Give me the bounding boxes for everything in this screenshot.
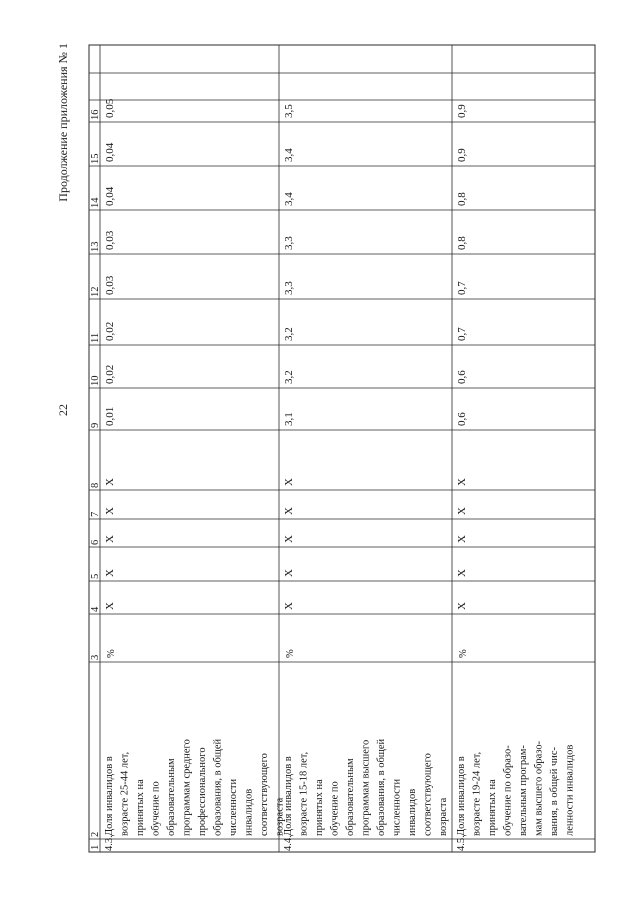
- value-cell: X: [283, 478, 295, 486]
- column-header: 10: [90, 375, 101, 386]
- column-header: 1: [90, 844, 101, 850]
- value-cell: X: [456, 507, 468, 515]
- value-cell: 3,2: [283, 370, 295, 384]
- value-cell: 0,03: [104, 275, 116, 295]
- value-cell: X: [104, 478, 116, 486]
- continuation-caption: Продолжение приложения № 1: [56, 43, 70, 202]
- column-header: 3: [90, 654, 101, 660]
- column-header: 9: [90, 422, 101, 428]
- indicator-label: Доля инвалидов в возрасте 19-24 лет, принятых на обучение по образо- вательным програм- мам высшего образо- вания, в общей чис- ленности инвалидов: [456, 740, 576, 836]
- row-number: 4.5.: [456, 835, 467, 851]
- unit-cell: %: [458, 649, 469, 658]
- value-cell: 0,6: [456, 412, 468, 426]
- value-cell: X: [456, 535, 468, 543]
- value-cell: X: [104, 602, 116, 610]
- value-cell: X: [283, 507, 295, 515]
- unit-cell: %: [285, 649, 296, 658]
- column-header: 4: [90, 606, 101, 612]
- column-header: 12: [90, 286, 101, 297]
- page-number: 22: [56, 404, 70, 416]
- value-cell: 3,5: [283, 104, 295, 118]
- value-cell: 3,2: [283, 327, 295, 341]
- column-header: 16: [90, 109, 101, 120]
- value-cell: 0,9: [456, 104, 468, 118]
- value-cell: 0,9: [456, 148, 468, 162]
- table-row: [456, 104, 576, 851]
- value-cell: X: [104, 569, 116, 577]
- column-header: 8: [90, 482, 101, 488]
- value-cell: 3,4: [283, 192, 295, 206]
- column-header: 2: [90, 831, 101, 837]
- value-cell: 3,3: [283, 236, 295, 250]
- value-cell: 0,04: [104, 186, 116, 206]
- value-cell: X: [456, 569, 468, 577]
- value-cell: 0,8: [456, 192, 468, 206]
- value-cell: 0,03: [104, 230, 116, 250]
- value-cell: X: [104, 535, 116, 543]
- column-header: 13: [90, 241, 101, 252]
- value-cell: 0,02: [104, 364, 116, 384]
- unit-cell: %: [106, 649, 117, 658]
- value-cell: 0,01: [104, 406, 116, 426]
- column-header: 7: [90, 511, 101, 517]
- value-cell: X: [283, 602, 295, 610]
- indicator-label: Доля инвалидов в возрасте 25-44 лет, принятых на обучение по образовательным программам среднего профессионального образования, в общей численности инвалидов соответствующего возраста: [104, 738, 286, 836]
- value-cell: X: [456, 602, 468, 610]
- table-row: [104, 98, 286, 851]
- column-header: 15: [90, 153, 101, 164]
- indicator-label: Доля инвалидов в возрасте 15-18 лет, принятых на обучение по образовательным программам высшего образования, в общей численности инвалидов соответствующего возраста: [283, 738, 449, 836]
- value-cell: 3,3: [283, 281, 295, 295]
- value-cell: 0,7: [456, 327, 468, 341]
- row-number: 4.4.: [283, 835, 294, 851]
- value-cell: 3,1: [283, 412, 295, 426]
- value-cell: 0,02: [104, 321, 116, 341]
- table-row: [283, 104, 449, 851]
- column-header: 14: [90, 197, 101, 208]
- value-cell: X: [283, 569, 295, 577]
- value-cell: 0,04: [104, 142, 116, 162]
- value-cell: X: [456, 478, 468, 486]
- value-cell: 3,4: [283, 148, 295, 162]
- value-cell: X: [283, 535, 295, 543]
- column-header: 11: [90, 332, 101, 343]
- value-cell: 0,05: [104, 98, 116, 118]
- value-cell: 0,6: [456, 370, 468, 384]
- value-cell: X: [104, 507, 116, 515]
- data-table: [89, 45, 595, 852]
- row-number: 4.3.: [104, 835, 115, 851]
- value-cell: 0,8: [456, 236, 468, 250]
- column-header: 6: [90, 539, 101, 545]
- column-header: 5: [90, 573, 101, 579]
- value-cell: 0,7: [456, 281, 468, 295]
